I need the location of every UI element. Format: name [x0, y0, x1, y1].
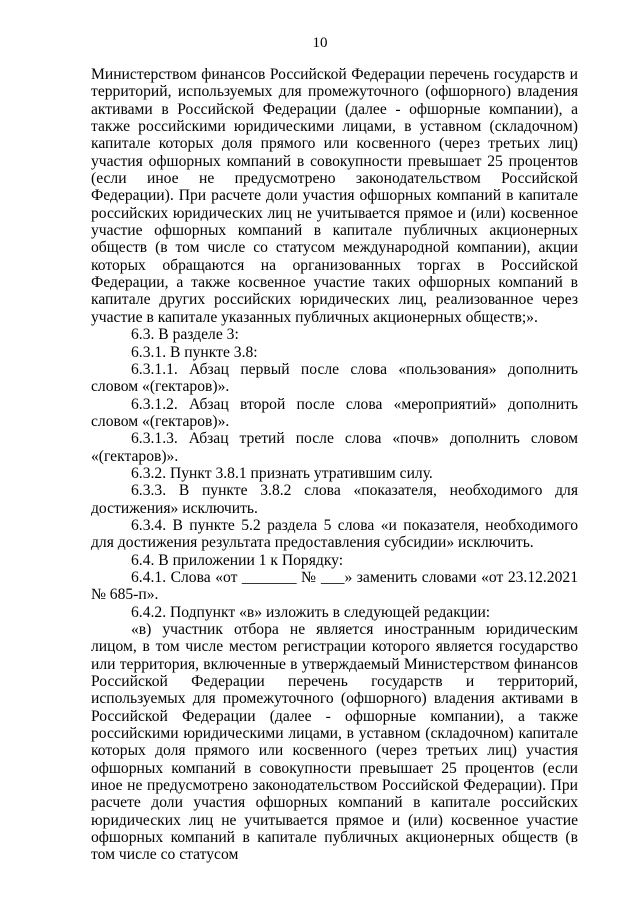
paragraph: 6.4.2. Подпункт «в» изложить в следующей редакции:: [131, 603, 491, 621]
paragraph: 6.3.1. В пункте 3.8:: [131, 343, 258, 361]
paragraph: 6.3. В разделе 3:: [131, 326, 239, 344]
paragraph: 6.3.4. В пункте 5.2 раздела 5 слова «и показателя, необходимого для достижения результата предоставления субсидии» исключить.: [91, 516, 578, 552]
paragraph: «в) участник отбора не является иностранным юридическим лицом, в том числе местом регистрации которого является государство или территория, включенные в утверждаемый Министерством финансов Российской Федерации перечень государств и территорий, используемых для промежуточного (офшорного) владения активами в Российской Федерации (далее - офшорные компании), а также российскими юридическими лицами, в уставном (складочном) капитале которых доля прямого или косвенного (через третьих лиц) участия офшорных компаний в совокупности превышает 25 процентов (если иное не предусмотрено законодательством Российской Федерации). При расчете доли участия офшорных компаний в капитале российских юридических лиц не учитывается прямое и (или) косвенное участие офшорных компаний в капитале публичных акционерных обществ (в том числе со статусом: [91, 621, 578, 864]
paragraph: 6.4.1. Слова «от _______ № ___» заменить словами «от 23.12.2021 № 685-п».: [91, 568, 578, 604]
paragraph: Министерством финансов Российской Федерации перечень государств и территорий, используемых для промежуточного (офшорного) владения активами в Российской Федерации (далее - офшорные компании), а также российскими юридическими лицами, в уставном (складочном) капитале которых доля прямого или косвенного (через третьих лиц) участия офшорных компаний в совокупности превышает 25 процентов (если иное не предусмотрено законодательством Российской Федерации). При расчете доли участия офшорных компаний в капитале российских юридических лиц не учитывается прямое и (или) косвенное участие офшорных компаний в капитале публичных акционерных обществ (в том числе со статусом международной компании), акции которых обращаются на организованных торгах в Российской Федерации, а также косвенное участие таких офшорных компаний в капитале других российских юридических лиц, реализованное через участие в капитале указанных публичных акционерных обществ;».: [91, 66, 578, 326]
paragraph: 6.4. В приложении 1 к Порядку:: [131, 551, 344, 569]
paragraph: 6.3.1.3. Абзац третий после слова «почв» дополнить словом «(гектаров)».: [91, 430, 578, 465]
paragraph: 6.3.1.2. Абзац второй после слова «мероприятий» дополнить словом «(гектаров)».: [91, 395, 578, 430]
page-number: 10: [312, 35, 328, 51]
paragraph: 6.3.1.1. Абзац первый после слова «пользования» дополнить словом «(гектаров)».: [91, 360, 578, 396]
document-body: [91, 66, 578, 864]
paragraph: 6.3.3. В пункте 3.8.2 слова «показателя, необходимого для достижения» исключить.: [91, 482, 578, 517]
paragraph: 6.3.2. Пункт 3.8.1 признать утратившим силу.: [131, 464, 433, 482]
